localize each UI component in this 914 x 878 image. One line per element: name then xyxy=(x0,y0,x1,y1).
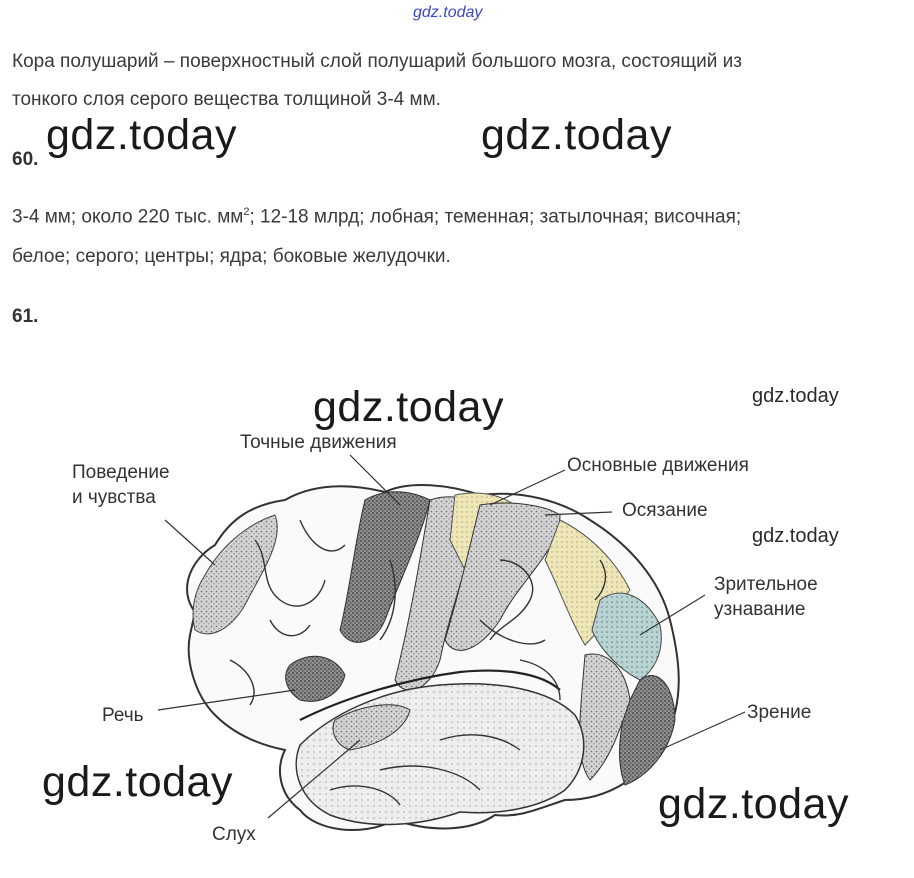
label-basic-movements: Основные движения xyxy=(567,455,749,476)
task-60-answer-line-2: белое; серого; центры; ядра; боковые желудочки. xyxy=(12,246,451,267)
definition-line-2: тонкого слоя серого вещества толщиной 3-4 мм. xyxy=(12,89,441,110)
label-behavior-line-1: Поведение xyxy=(72,462,170,483)
header-watermark: gdz.today xyxy=(413,4,483,21)
watermark-small-2: gdz.today xyxy=(752,525,839,547)
label-vision: Зрение xyxy=(747,702,812,723)
answer-part-a: 3-4 мм; около 220 тыс. мм xyxy=(12,206,244,228)
watermark-4: gdz.today xyxy=(42,758,233,806)
label-visual-recognition-line-1: Зрительное xyxy=(714,574,818,595)
label-speech: Речь xyxy=(102,705,144,726)
label-behavior-line-2: и чувства xyxy=(72,487,156,508)
answer-part-b: ; 12-18 млрд; лобная; теменная; затылочная; височная; xyxy=(249,206,742,228)
label-precise-movements: Точные движения xyxy=(240,432,397,453)
watermark-5: gdz.today xyxy=(658,780,849,828)
watermark-small-1: gdz.today xyxy=(752,385,839,407)
answer-superscript: 2 xyxy=(243,206,250,218)
label-touch: Осязание xyxy=(622,500,708,521)
task-60-number: 60. xyxy=(12,149,39,170)
definition-line-1: Кора полушарий – поверхностный слой полушарий большого мозга, состоящий из xyxy=(12,51,742,72)
watermark-2: gdz.today xyxy=(481,111,672,159)
watermark-3: gdz.today xyxy=(313,383,504,431)
label-hearing: Слух xyxy=(212,824,256,845)
watermark-1: gdz.today xyxy=(46,111,237,159)
task-61-number: 61. xyxy=(12,306,39,327)
label-visual-recognition-line-2: узнавание xyxy=(714,599,806,620)
